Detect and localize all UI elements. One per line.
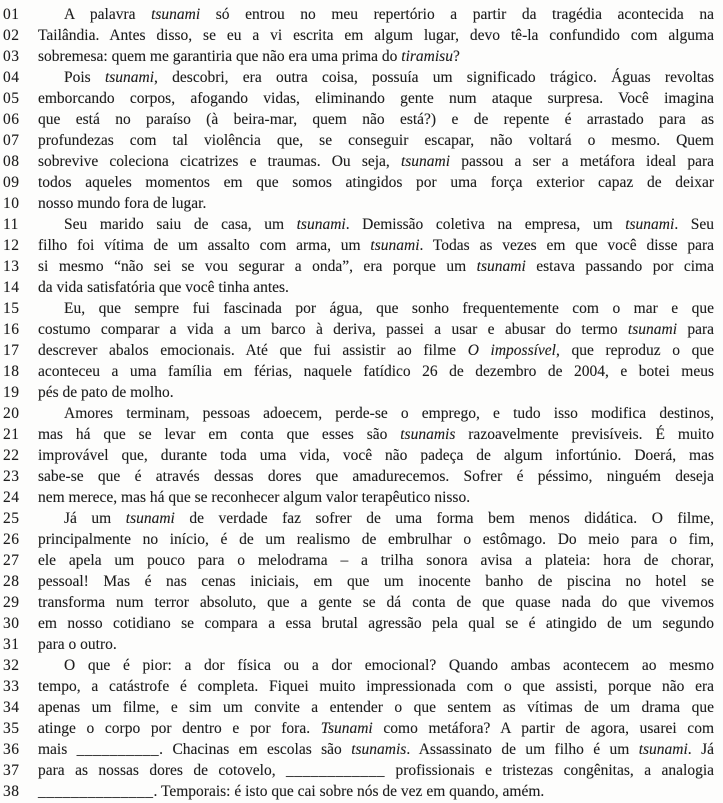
text-line — [3, 697, 714, 718]
plain-text: sobremesa: quem me garantiria que não era uma prima do — [38, 48, 402, 65]
plain-text: Seu marido saiu de casa, um — [64, 216, 297, 233]
line-number: 35 — [3, 720, 20, 737]
text-line — [3, 193, 714, 214]
line-text — [38, 676, 714, 697]
line-number: 33 — [3, 678, 20, 695]
plain-text: pés de pato de molho. — [38, 384, 174, 401]
text-line — [3, 445, 714, 466]
text-line — [3, 382, 714, 403]
line-text — [38, 529, 714, 550]
line-text — [38, 613, 714, 634]
line-text — [38, 88, 714, 109]
line-text — [38, 424, 714, 445]
plain-text: nosso mundo fora de lugar. — [38, 195, 207, 212]
plain-text: razoavelmente previsíveis. É muito — [455, 426, 714, 443]
line-number: 10 — [3, 195, 20, 212]
plain-text: . Assassinato de um filho é um — [406, 741, 639, 758]
line-number: 08 — [3, 153, 20, 170]
text-line — [3, 109, 714, 130]
line-number: 05 — [3, 90, 20, 107]
line-text — [38, 67, 714, 88]
text-line — [3, 4, 714, 25]
text-line — [3, 277, 714, 298]
plain-text: transforma num terror absoluto, que a gente se dá conta de que quase nada do que vivemos — [38, 594, 714, 611]
line-text — [38, 193, 714, 214]
line-text — [38, 382, 714, 403]
text-line — [3, 88, 714, 109]
plain-text: , descobri, era outra coisa, possuía um significado trágico. Águas revoltas — [154, 69, 714, 86]
plain-text: ele apela um pouco para o melodrama – a trilha sonora avisa a plateia: hora de chorar, — [38, 552, 714, 569]
italic-text: tsunami — [625, 216, 675, 233]
line-text — [38, 214, 714, 235]
line-text — [38, 508, 714, 529]
line-text — [38, 697, 714, 718]
line-number: 34 — [3, 699, 20, 716]
line-text — [38, 592, 714, 613]
line-number: 16 — [3, 321, 20, 338]
plain-text: A palavra — [64, 6, 152, 23]
text-line — [3, 235, 714, 256]
text-line — [3, 151, 714, 172]
line-number: 23 — [3, 468, 20, 485]
fill-in-blank: __________ — [76, 741, 160, 758]
text-line — [3, 298, 714, 319]
plain-text: para — [677, 321, 714, 338]
italic-text: tsunami — [370, 237, 420, 254]
line-text — [38, 571, 714, 592]
plain-text: todos aqueles momentos em que somos atingidos por uma força exterior capaz de deixar — [38, 174, 714, 191]
line-number: 27 — [3, 552, 20, 569]
text-line — [3, 634, 714, 655]
plain-text: para as nossas dores de cotovelo, — [38, 762, 287, 779]
plain-text: profundezas com tal violência que, se conseguir escapar, não voltará o mesmo. Quem — [38, 132, 714, 149]
plain-text: . Demissão coletiva na empresa, um — [345, 216, 626, 233]
plain-text: mais — [38, 741, 77, 758]
italic-text: tiramisu — [401, 48, 453, 65]
plain-text: O que é pior: a dor física ou a dor emocional? Quando ambas acontecem ao mesmo — [64, 657, 714, 674]
line-text — [38, 340, 714, 361]
text-line — [3, 361, 714, 382]
italic-text: tsunami — [627, 321, 677, 338]
line-number: 38 — [3, 783, 20, 800]
text-line — [3, 487, 714, 508]
line-number: 24 — [3, 489, 20, 506]
line-text — [38, 130, 714, 151]
plain-text: mas há que se levar em conta que esses são — [38, 426, 401, 443]
plain-text: Tailândia. Antes disso, se eu a vi escrita em algum lugar, devo tê-la confundido com alguma — [38, 27, 714, 44]
line-text — [38, 277, 714, 298]
plain-text: Eu, que sempre fui fascinada por água, que sonho frequentemente com o mar e que — [64, 300, 714, 317]
text-line — [3, 46, 714, 67]
plain-text: sabe-se que é através dessas dores que amadurecemos. Sofrer é péssimo, ninguém deseja — [38, 468, 714, 485]
text-line — [3, 529, 714, 550]
line-number: 09 — [3, 174, 20, 191]
line-number: 25 — [3, 510, 20, 527]
line-number: 03 — [3, 48, 20, 65]
plain-text: . Já — [687, 741, 714, 758]
line-text — [38, 151, 714, 172]
plain-text: só entrou no meu repertório a partir da tragédia acontecida na — [200, 6, 714, 23]
text-line — [3, 739, 714, 760]
plain-text: improvável que, durante toda uma vida, você não padeça de algum infortúnio. Doerá, mas — [38, 447, 714, 464]
text-body — [3, 4, 714, 802]
line-number: 14 — [3, 279, 20, 296]
line-number: 11 — [3, 216, 19, 233]
text-line — [3, 130, 714, 151]
line-text — [38, 781, 714, 802]
plain-text: sobrevive coleciona cicatrizes e traumas. Ou seja, — [38, 153, 401, 170]
line-number: 28 — [3, 573, 20, 590]
line-number: 02 — [3, 27, 20, 44]
text-line — [3, 718, 714, 739]
line-text — [38, 319, 714, 340]
text-line — [3, 508, 714, 529]
line-number: 20 — [3, 405, 20, 422]
text-line — [3, 214, 714, 235]
line-number: 13 — [3, 258, 20, 275]
line-number: 22 — [3, 447, 20, 464]
plain-text: pessoal! Mas é nas cenas iniciais, em que um inocente banho de piscina no hotel se — [38, 573, 714, 590]
italic-text: tsunami — [638, 741, 688, 758]
plain-text: Já um — [64, 510, 126, 527]
plain-text: atinge o corpo por dentro e por fora. — [38, 720, 321, 737]
plain-text: profissionais e tristezas congênitas, a analogia — [385, 762, 714, 779]
plain-text: nem merece, mas há que se reconhecer algum valor terapêutico nisso. — [38, 489, 471, 506]
plain-text: principalmente no início, é de um realismo de embrulhar o estômago. Do meio para o fim, — [38, 531, 714, 548]
plain-text: para o outro. — [38, 636, 117, 653]
line-text — [38, 4, 714, 25]
line-number: 37 — [3, 762, 20, 779]
line-text — [38, 46, 714, 67]
text-line — [3, 466, 714, 487]
plain-text: descrever abalos emocionais. Até que fui assistir ao filme — [38, 342, 468, 359]
plain-text: costumo comparar a vida a um barco à deriva, passei a usar e abusar do termo — [38, 321, 628, 338]
plain-text: apenas um filme, e sim um convite a entender o que sentem as vítimas de um drama que — [38, 699, 714, 716]
line-text — [38, 256, 714, 277]
text-line — [3, 403, 714, 424]
italic-text: tsunami — [476, 258, 526, 275]
text-line — [3, 25, 714, 46]
fill-in-blank: ____________ — [286, 762, 386, 779]
line-text — [38, 550, 714, 571]
line-text — [38, 760, 714, 781]
text-line — [3, 256, 714, 277]
plain-text: aconteceu a uma família em férias, naquele fatídico 26 de dezembro de 2004, e botei meus — [38, 363, 714, 380]
text-line — [3, 592, 714, 613]
line-number: 01 — [3, 6, 20, 23]
line-text — [38, 172, 714, 193]
text-line — [3, 760, 714, 781]
italic-text: tsunamis — [351, 741, 407, 758]
line-number: 06 — [3, 111, 20, 128]
plain-text: estava passando por cima — [525, 258, 714, 275]
line-text — [38, 361, 714, 382]
text-line — [3, 655, 714, 676]
line-text — [38, 718, 714, 739]
plain-text: da vida satisfatória que você tinha antes. — [38, 279, 289, 296]
plain-text: passou a ser a metáfora ideal para — [450, 153, 714, 170]
italic-text: tsunami — [104, 69, 155, 86]
line-text — [38, 655, 714, 676]
line-number: 04 — [3, 69, 20, 86]
line-number: 26 — [3, 531, 20, 548]
line-number: 17 — [3, 342, 20, 359]
italic-text: tsunamis — [400, 426, 456, 443]
text-line — [3, 67, 714, 88]
plain-text: Amores terminam, pessoas adoecem, perde-se o emprego, e tudo isso modifica destinos, — [64, 405, 714, 422]
plain-text: filho foi vítima de um assalto com arma, um — [38, 237, 371, 254]
text-line — [3, 340, 714, 361]
text-line — [3, 676, 714, 697]
line-text — [38, 403, 714, 424]
text-line — [3, 781, 714, 802]
fill-in-blank: ______________ — [38, 783, 154, 800]
plain-text: . Chacinas em escolas são — [159, 741, 352, 758]
line-number: 29 — [3, 594, 20, 611]
plain-text: ? — [452, 48, 460, 65]
plain-text: Pois — [64, 69, 105, 86]
text-line — [3, 319, 714, 340]
plain-text: . Todas as vezes em que você disse para — [419, 237, 714, 254]
plain-text: . Temporais: é isto que cai sobre nós de vez em quando, amém. — [153, 783, 545, 800]
line-number: 19 — [3, 384, 20, 401]
line-number: 18 — [3, 363, 20, 380]
line-number: 31 — [3, 636, 20, 653]
plain-text: tempo, a catástrofe é completa. Fiquei muito impressionada com o que assisti, porque não era — [38, 678, 714, 695]
line-text — [38, 445, 714, 466]
line-text — [38, 235, 714, 256]
plain-text: . Seu — [674, 216, 715, 233]
line-text — [38, 298, 714, 319]
text-line — [3, 613, 714, 634]
plain-text: emborcando corpos, afogando vidas, eliminando gente num ataque surpresa. Você imagina — [38, 90, 714, 107]
line-number: 15 — [3, 300, 20, 317]
line-text — [38, 487, 714, 508]
line-text — [38, 466, 714, 487]
line-number: 30 — [3, 615, 20, 632]
plain-text: em nosso cotidiano se compara a essa brutal agressão pela qual se é atingido de um segundo — [38, 615, 714, 632]
text-line — [3, 550, 714, 571]
plain-text: , que reproduz o que — [555, 342, 715, 359]
line-number: 07 — [3, 132, 20, 149]
line-number: 36 — [3, 741, 20, 758]
text-line — [3, 571, 714, 592]
line-text — [38, 25, 714, 46]
italic-text: O impossível — [467, 342, 556, 359]
plain-text: de verdade faz sofrer de uma forma bem menos didática. O filme, — [174, 510, 714, 527]
plain-text: que está no paraíso (à beira-mar, quem não está?) e de repente é arrastado para as — [38, 111, 714, 128]
plain-text: si mesmo “não sei se vou segurar a onda”, era porque um — [38, 258, 477, 275]
italic-text: Tsunami — [320, 720, 373, 737]
plain-text: como metáfora? A partir de agora, usarei com — [372, 720, 714, 737]
line-text — [38, 739, 714, 760]
line-text — [38, 109, 714, 130]
line-number: 21 — [3, 426, 20, 443]
line-text — [38, 634, 714, 655]
line-number: 32 — [3, 657, 20, 674]
line-number: 12 — [3, 237, 20, 254]
text-line — [3, 172, 714, 193]
italic-text: tsunami — [151, 6, 201, 23]
italic-text: tsunami — [296, 216, 346, 233]
italic-text: tsunami — [400, 153, 451, 170]
text-line — [3, 424, 714, 445]
italic-text: tsunami — [125, 510, 175, 527]
